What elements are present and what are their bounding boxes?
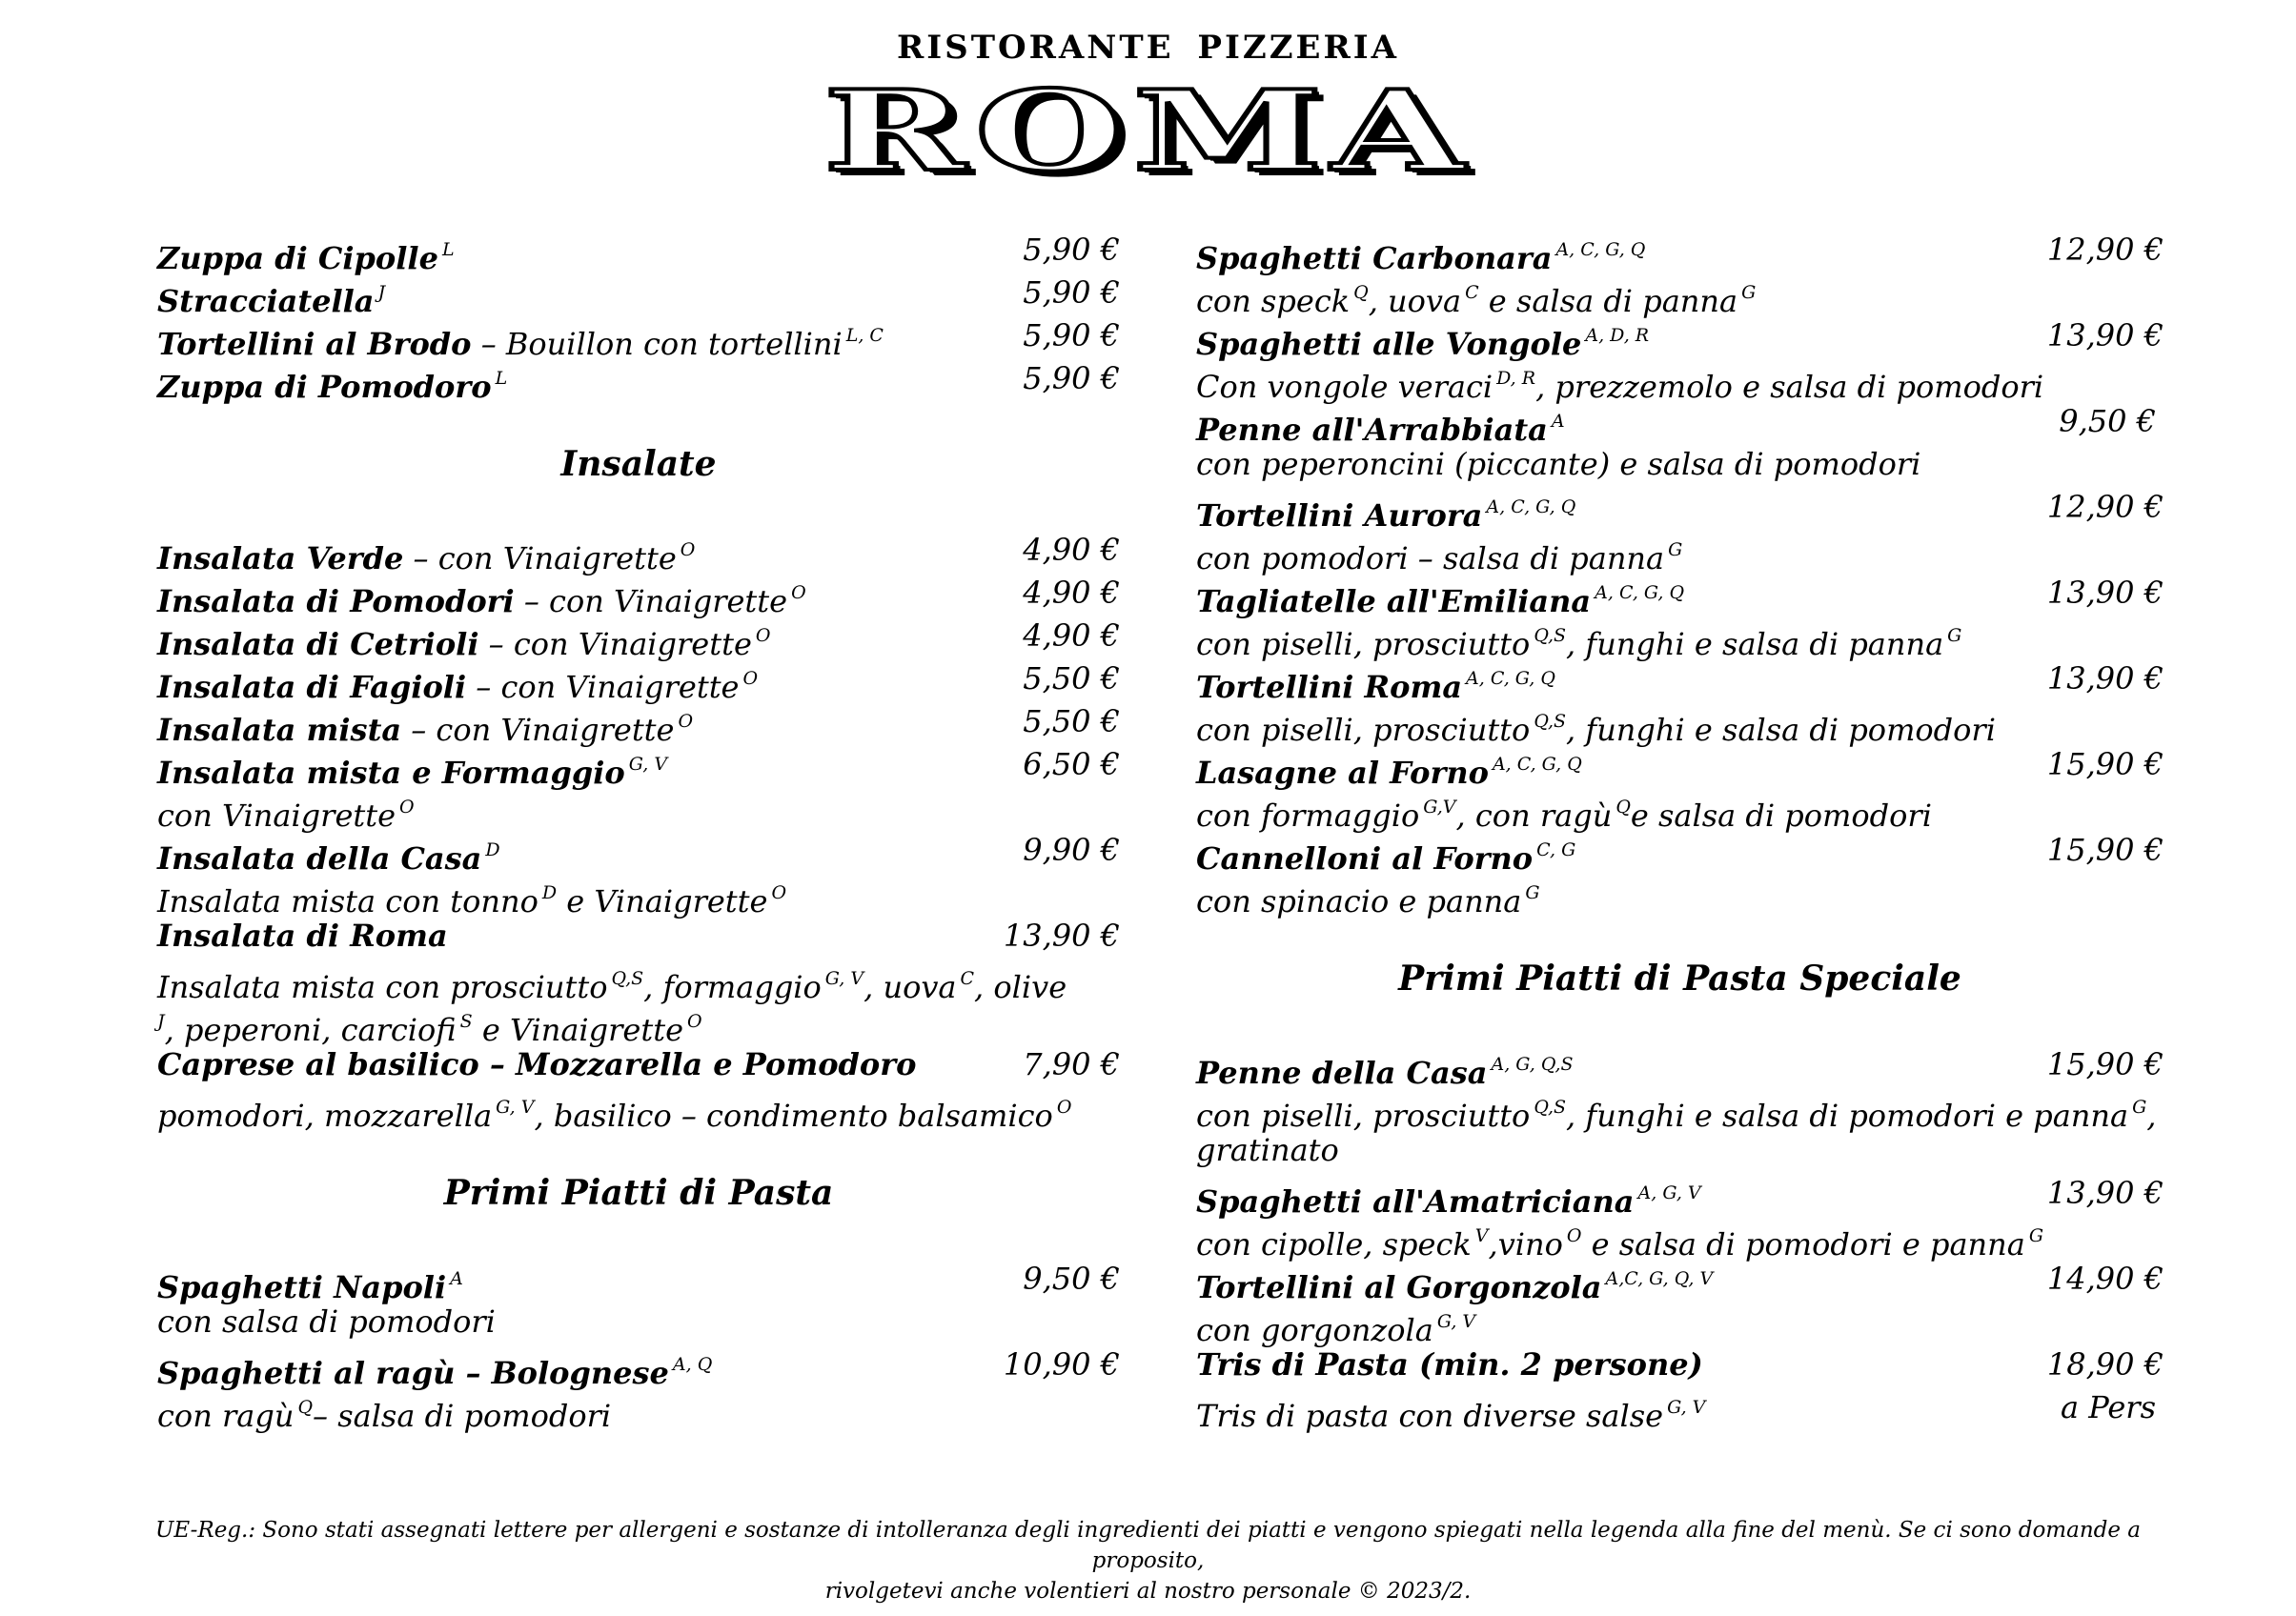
detail-text: con piselli, prosciutto — [1196, 1098, 1531, 1134]
allergen-codes: A, C, G, Q — [1486, 496, 1576, 517]
item-name: Insalata di Cetrioli — [157, 626, 479, 662]
item-name: Insalata di Pomodori — [157, 583, 515, 619]
detail-text: , prezzemolo e salsa di pomodori — [1535, 369, 2044, 405]
detail-text: , — [2146, 1098, 2157, 1134]
detail-text: pomodori, mozzarella — [157, 1098, 493, 1134]
menu-item — [1196, 743, 2164, 791]
section-title-insalate: Insalate — [560, 444, 717, 484]
item-detail — [1196, 357, 2164, 405]
allergen-codes: C — [960, 968, 975, 989]
item-desc: – con Vinaigrette — [478, 626, 752, 662]
menu-item — [1196, 1043, 2164, 1091]
item-desc: – Bouillon con tortellini — [471, 326, 843, 362]
allergen-footnote — [143, 1515, 2153, 1606]
allergen-codes: A, G, Q,S — [1491, 1054, 1574, 1075]
detail-text: , olive — [974, 969, 1067, 1005]
allergen-codes: Q — [1615, 797, 1631, 818]
menu-header — [0, 29, 2296, 196]
item-detail — [1196, 700, 2164, 748]
item-detail — [157, 1086, 1120, 1134]
item-price: 4,90 € — [1023, 617, 1120, 654]
item-detail — [1196, 1129, 2164, 1172]
allergen-codes: G, V — [628, 754, 668, 775]
allergen-codes: A, G, V — [1637, 1182, 1701, 1203]
item-desc: – con Vinaigrette — [514, 583, 788, 619]
menu-item — [157, 1343, 1120, 1391]
item-name: Spaghetti Carbonara — [1196, 240, 1553, 276]
item-desc: – con Vinaigrette — [466, 669, 740, 705]
item-price: 13,90 € — [2046, 317, 2164, 354]
item-price: 13,90 € — [1003, 918, 1120, 954]
allergen-codes: C, G — [1536, 839, 1576, 860]
allergen-codes: G — [2132, 1097, 2147, 1118]
detail-text: con Vinaigrette — [157, 798, 396, 834]
restaurant-subtitle: RISTORANTE PIZZERIA — [897, 29, 1399, 67]
allergen-codes: G — [1741, 282, 1757, 303]
item-price: 4,90 € — [1023, 575, 1120, 611]
detail-text: ,vino — [1488, 1226, 1563, 1262]
menu-item — [1196, 829, 2164, 877]
item-name: Tortellini al Gorgonzola — [1196, 1269, 1602, 1305]
allergen-codes: A, D, R — [1585, 325, 1650, 346]
detail-text: con gorgonzola — [1196, 1312, 1433, 1348]
item-detail — [157, 1386, 1120, 1434]
detail-text: e Vinaigrette — [557, 883, 768, 919]
item-name: Tortellini Aurora — [1196, 497, 1483, 534]
menu-item — [157, 615, 1120, 662]
item-name: Zuppa di Cipolle — [157, 240, 438, 276]
menu-left-column — [157, 229, 1120, 1434]
allergen-codes: G, V — [824, 968, 864, 989]
item-price: 15,90 € — [2046, 832, 2164, 868]
item-name: Insalata di Fagioli — [157, 669, 467, 705]
allergen-codes: A,C, G, Q, V — [1605, 1268, 1714, 1289]
restaurant-logo: ROMA — [823, 67, 1473, 196]
allergen-codes: O — [678, 711, 694, 732]
detail-text: Insalata mista con tonno — [157, 883, 538, 919]
item-price: 5,90 € — [1023, 274, 1120, 311]
detail-text: e salsa di panna — [1478, 283, 1738, 319]
menu-item — [1196, 486, 2164, 534]
allergen-codes: G,V — [1423, 797, 1456, 818]
allergen-codes: V — [1474, 1225, 1489, 1246]
detail-text: , funghi e salsa di panna — [1566, 626, 1944, 662]
item-price: 5,50 € — [1023, 703, 1120, 739]
item-name: Spaghetti Napoli — [157, 1269, 447, 1305]
item-name: Tortellini Roma — [1196, 669, 1463, 705]
detail-text: , basilico – condimento balsamico — [534, 1098, 1053, 1134]
allergen-codes: O — [680, 539, 696, 560]
menu-item — [1196, 1258, 2164, 1305]
detail-text: con speck — [1196, 283, 1351, 319]
allergen-codes: G, V — [1667, 1397, 1706, 1418]
item-detail — [1196, 443, 2164, 486]
detail-text: con peperoncini (piccante) e salsa di pomodori — [1196, 446, 1921, 482]
allergen-codes: O — [1056, 1097, 1072, 1118]
allergen-codes: G, V — [496, 1097, 535, 1118]
item-price: 12,90 € — [2046, 489, 2164, 525]
item-detail — [157, 872, 1120, 919]
allergen-codes: Q — [297, 1397, 314, 1418]
detail-text: con cipolle, speck — [1196, 1226, 1472, 1262]
item-price: 10,90 € — [1003, 1346, 1120, 1383]
item-detail — [157, 1000, 1120, 1048]
item-price: 13,90 € — [2046, 575, 2164, 611]
detail-text: con piselli, prosciutto — [1196, 712, 1531, 748]
allergen-codes: Q,S — [1534, 711, 1566, 732]
item-name: Tagliatelle all'Emiliana — [1196, 583, 1592, 619]
item-detail — [1196, 529, 2164, 576]
menu-item — [1196, 1172, 2164, 1220]
detail-text: Con vongole veraci — [1196, 369, 1493, 405]
detail-text: e Vinaigrette — [472, 1012, 684, 1048]
item-name: Spaghetti al ragù – Bolognese — [157, 1355, 669, 1391]
item-desc: – con Vinaigrette — [403, 540, 677, 576]
allergen-codes: Q — [1353, 282, 1369, 303]
detail-text: gratinato — [1196, 1132, 1339, 1168]
menu-item — [1196, 314, 2164, 362]
menu-item — [157, 572, 1120, 619]
item-price: 5,50 € — [1023, 660, 1120, 697]
detail-text: e salsa di pomodori e panna — [1581, 1226, 2025, 1262]
item-detail — [1196, 272, 2164, 319]
allergen-codes: Q,S — [1534, 625, 1566, 646]
item-detail — [1196, 1301, 2164, 1348]
item-price: 15,90 € — [2046, 1046, 2164, 1082]
item-desc: – con Vinaigrette — [401, 712, 675, 748]
detail-text: con salsa di pomodori — [157, 1303, 496, 1340]
item-name: Caprese al basilico – Mozzarella e Pomodoro — [157, 1046, 917, 1082]
allergen-codes: J — [377, 282, 386, 303]
item-price: 5,90 € — [1023, 317, 1120, 354]
menu-item — [1196, 229, 2164, 276]
menu-item — [157, 1043, 1120, 1086]
menu-item — [1196, 400, 2164, 448]
item-detail — [1196, 872, 2164, 919]
menu-item — [157, 529, 1120, 576]
item-name: Tortellini al Brodo — [157, 326, 472, 362]
detail-text: , con ragù — [1455, 798, 1613, 834]
menu-item — [1196, 572, 2164, 619]
item-detail — [1196, 1086, 2164, 1134]
allergen-codes: Q,S — [611, 968, 644, 989]
menu-item — [1196, 1343, 2164, 1386]
allergen-codes: G, V — [1436, 1311, 1476, 1332]
menu-item — [157, 829, 1120, 877]
item-name: Stracciatella — [157, 283, 375, 319]
item-name: Insalata mista e Formaggio — [157, 755, 625, 791]
item-name: Insalata Verde — [157, 540, 404, 576]
allergen-codes: O — [399, 797, 415, 818]
item-price: 18,90 € — [2046, 1346, 2164, 1383]
allergen-codes: S — [459, 1011, 473, 1032]
item-name: Insalata mista — [157, 712, 402, 748]
allergen-codes: O — [791, 582, 806, 603]
item-price: 12,90 € — [2046, 232, 2164, 268]
item-name: Insalata di Roma — [157, 918, 448, 954]
menu-item — [157, 915, 1120, 958]
footnote-line: rivolgetevi anche volentieri al nostro personale © 2023/2. — [824, 1579, 1472, 1604]
allergen-codes: L — [495, 368, 508, 389]
item-detail — [1196, 1215, 2164, 1262]
allergen-codes: L, C — [845, 325, 884, 346]
detail-text: , uova — [864, 969, 957, 1005]
detail-text: , formaggio — [643, 969, 822, 1005]
detail-text: con piselli, prosciutto — [1196, 626, 1531, 662]
item-detail — [1196, 615, 2164, 662]
item-detail — [157, 786, 1120, 834]
detail-text: , uova — [1368, 283, 1462, 319]
detail-text: Tris di pasta con diverse salse — [1196, 1398, 1664, 1434]
item-name: Lasagne al Forno — [1196, 755, 1489, 791]
allergen-codes: Q,S — [1534, 1097, 1566, 1118]
detail-text: – salsa di pomodori — [313, 1398, 612, 1434]
allergen-codes: A, C, G, Q — [1555, 239, 1646, 260]
allergen-codes: C — [1465, 282, 1479, 303]
item-name: Spaghetti alle Vongole — [1196, 326, 1582, 362]
item-price: 5,90 € — [1023, 360, 1120, 396]
allergen-codes: A, C, G, Q — [1492, 754, 1582, 775]
menu-right-column — [1196, 229, 2164, 1434]
allergen-codes: G — [1947, 625, 1962, 646]
menu-item — [157, 314, 1120, 362]
detail-text: con formaggio — [1196, 798, 1420, 834]
item-name: Cannelloni al Forno — [1196, 840, 1534, 877]
allergen-codes: L — [441, 239, 455, 260]
detail-text: e salsa di pomodori — [1630, 798, 1932, 834]
item-price: 9,50 € — [1023, 1261, 1120, 1297]
allergen-codes: O — [771, 882, 787, 903]
menu-item — [157, 743, 1120, 791]
item-detail — [1196, 786, 2164, 834]
allergen-codes: O — [755, 625, 771, 646]
footnote-line: UE-Reg.: Sono stati assegnati lettere per allergeni e sostanze di intolleranza degli ingredienti dei piatti e vengono spiegati nella legenda alla fine del menù. Se ci sono domande a proposito, — [155, 1518, 2141, 1573]
allergen-codes: D, R — [1496, 368, 1536, 389]
detail-text: con ragù — [157, 1398, 295, 1434]
allergen-codes: A, C, G, Q — [1466, 668, 1555, 689]
allergen-codes: O — [687, 1011, 702, 1032]
allergen-codes: A, C, G, Q — [1595, 582, 1685, 603]
item-price: 13,90 € — [2046, 660, 2164, 697]
detail-text: , funghi e salsa di pomodori e panna — [1566, 1098, 2129, 1134]
menu-item — [157, 357, 1120, 405]
item-price: 14,90 € — [2046, 1261, 2164, 1297]
menu-item — [157, 700, 1120, 748]
item-name: Zuppa di Pomodoro — [157, 369, 492, 405]
allergen-codes: A, Q — [672, 1354, 713, 1375]
allergen-codes: J — [157, 1011, 165, 1032]
item-name: Spaghetti all'Amatriciana — [1196, 1183, 1635, 1220]
detail-text: Insalata mista con prosciutto — [157, 969, 608, 1005]
detail-text: con spinacio e panna — [1196, 883, 1522, 919]
allergen-codes: D — [541, 882, 558, 903]
item-price: 9,50 € — [2059, 403, 2156, 439]
item-price: 5,90 € — [1023, 232, 1120, 268]
detail-text: , funghi e salsa di pomodori — [1566, 712, 1996, 748]
allergen-codes: O — [742, 668, 759, 689]
menu-item — [157, 229, 1120, 276]
menu-item — [1196, 657, 2164, 705]
item-name: Tris di Pasta (min. 2 persone) — [1196, 1346, 1703, 1383]
item-detail — [1196, 1386, 2164, 1434]
item-name: Penne all'Arrabbiata — [1196, 412, 1548, 448]
allergen-codes: G — [1668, 539, 1683, 560]
allergen-codes: D — [485, 839, 500, 860]
item-detail — [157, 1301, 1120, 1343]
menu-item — [157, 1258, 1120, 1305]
menu-item — [157, 657, 1120, 705]
menu-item — [157, 272, 1120, 319]
item-price: 4,90 € — [1023, 532, 1120, 568]
detail-text: , peperoni, carciofi — [164, 1012, 457, 1048]
item-price: 7,90 € — [1023, 1046, 1120, 1082]
item-price: 6,50 € — [1023, 746, 1120, 782]
allergen-codes: O — [1566, 1225, 1582, 1246]
item-price: 13,90 € — [2046, 1175, 2164, 1211]
item-price: 15,90 € — [2046, 746, 2164, 782]
section-title-primi-piatti: Primi Piatti di Pasta — [443, 1173, 834, 1213]
section-title-pasta-speciale: Primi Piatti di Pasta Speciale — [1398, 959, 1961, 999]
allergen-codes: G — [1525, 882, 1540, 903]
price-unit: a Pers — [2061, 1389, 2156, 1425]
item-name: Insalata della Casa — [157, 840, 482, 877]
item-detail — [157, 958, 1120, 1005]
allergen-codes: G — [2028, 1225, 2043, 1246]
allergen-codes: A — [450, 1268, 463, 1289]
allergen-codes: A — [1551, 411, 1565, 432]
item-price: 9,90 € — [1023, 832, 1120, 868]
item-name: Penne della Casa — [1196, 1055, 1488, 1091]
detail-text: con pomodori – salsa di panna — [1196, 540, 1665, 576]
